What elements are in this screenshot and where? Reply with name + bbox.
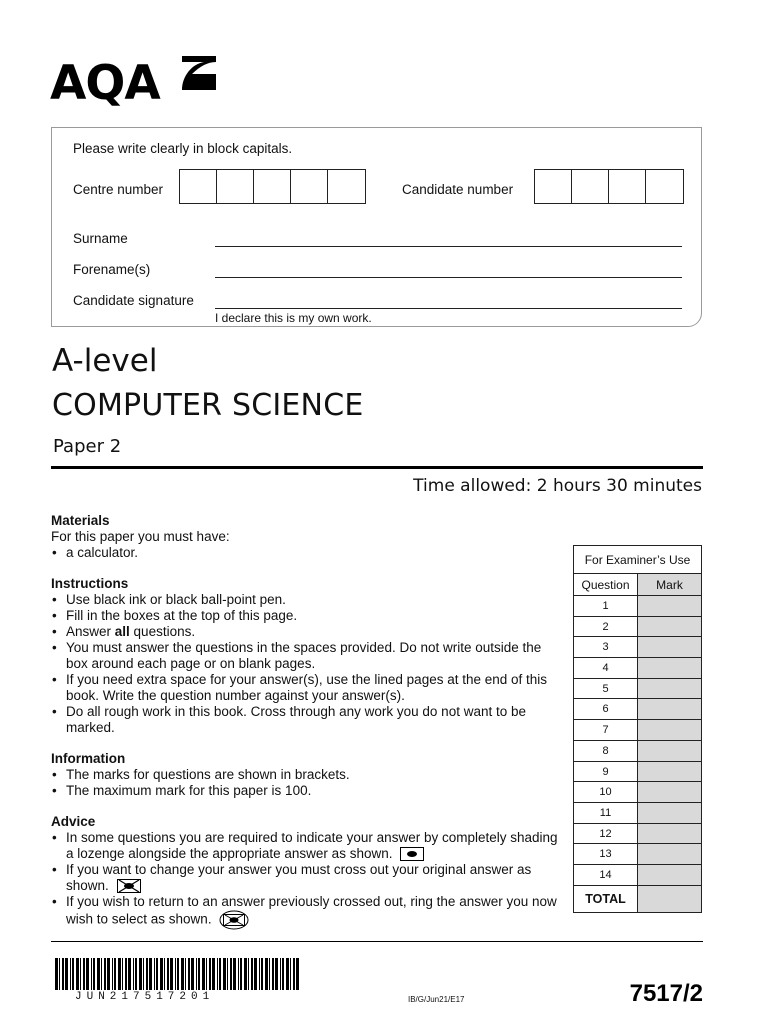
- barcode-digits: JUN217517201: [75, 991, 215, 1003]
- examiner-use-table: [573, 545, 702, 913]
- paper-number: Paper 2: [53, 436, 122, 457]
- candidate-digit-box[interactable]: [535, 170, 572, 203]
- logo-text: AQA: [50, 56, 160, 111]
- centre-digit-box[interactable]: [217, 170, 254, 203]
- advice-list: [51, 830, 561, 930]
- subject-title: COMPUTER SCIENCE: [52, 388, 364, 423]
- mark-cell: [638, 658, 701, 678]
- mark-cell: [638, 782, 701, 802]
- advice-text: If you wish to return to an answer previously crossed out, ring the answer you now wish to select as shown.: [66, 894, 557, 927]
- crossed-lozenge-icon: [117, 879, 141, 893]
- signature-label: Candidate signature: [73, 293, 194, 308]
- list-item: • Do all rough work in this book. Cross through any work you do not want to be marked.: [51, 704, 561, 736]
- question-number: 12: [574, 824, 638, 844]
- question-number: 5: [574, 679, 638, 699]
- table-row: [574, 803, 701, 824]
- declaration-text: I declare this is my own work.: [215, 311, 372, 325]
- candidate-number-label: Candidate number: [402, 182, 514, 197]
- surname-field[interactable]: [215, 246, 682, 247]
- materials-list: [51, 545, 561, 561]
- table-row: [574, 699, 701, 720]
- table-row: [574, 679, 701, 700]
- mark-cell: [638, 679, 701, 699]
- list-item: • Answer all questions.: [51, 624, 561, 640]
- time-allowed: Time allowed: 2 hours 30 minutes: [413, 476, 702, 496]
- candidate-details-box: [51, 127, 702, 327]
- list-item: [51, 830, 561, 862]
- examiner-table-header-row: [574, 574, 701, 596]
- information-heading: Information: [51, 751, 126, 766]
- examiner-table-heading: For Examiner’s Use: [574, 546, 701, 574]
- ringed-lozenge-icon: [219, 910, 249, 930]
- question-number: 4: [574, 658, 638, 678]
- centre-digit-box[interactable]: [254, 170, 291, 203]
- paper-code: 7517/2: [629, 980, 703, 1007]
- total-mark-cell: [638, 886, 701, 912]
- logo-mark-icon: [178, 54, 218, 92]
- mark-cell: [638, 762, 701, 782]
- question-number: 13: [574, 844, 638, 864]
- forenames-label: Forename(s): [73, 262, 151, 277]
- total-row: [574, 886, 701, 912]
- mark-cell: [638, 596, 701, 616]
- instructions-heading: Instructions: [51, 576, 129, 591]
- question-number: 3: [574, 637, 638, 657]
- question-number: 11: [574, 803, 638, 823]
- question-number: 9: [574, 762, 638, 782]
- advice-heading: Advice: [51, 814, 96, 829]
- mark-cell: [638, 699, 701, 719]
- list-item: • You must answer the questions in the spaces provided. Do not write outside the box around each page or on blank pages.: [51, 640, 561, 672]
- table-row: [574, 844, 701, 865]
- question-number: 14: [574, 865, 638, 885]
- list-item: • If you need extra space for your answer(s), use the lined pages at the end of this book. Write the question number against your answer(s).: [51, 672, 561, 704]
- candidate-digit-box[interactable]: [572, 170, 609, 203]
- barcode-icon: [55, 958, 299, 990]
- list-item: • a calculator.: [51, 545, 561, 561]
- block-capitals-instruction: Please write clearly in block capitals.: [73, 141, 293, 156]
- instructions-column: [51, 513, 561, 930]
- document-reference: IB/G/Jun21/E17: [408, 995, 465, 1004]
- table-row: [574, 741, 701, 762]
- total-label: TOTAL: [574, 886, 638, 912]
- mark-column-header: Mark: [638, 574, 701, 595]
- surname-label: Surname: [73, 231, 128, 246]
- question-number: 6: [574, 699, 638, 719]
- table-row: [574, 762, 701, 783]
- aqa-logo: [50, 54, 220, 110]
- footer-divider: [51, 941, 703, 942]
- centre-digit-box[interactable]: [328, 170, 365, 203]
- advice-text: In some questions you are required to indicate your answer by completely shading a lozenge alongside the appropriate answer as shown.: [66, 830, 558, 861]
- table-row: [574, 865, 701, 886]
- centre-number-field[interactable]: [179, 169, 366, 204]
- title-divider: [51, 466, 703, 469]
- list-item: [51, 862, 561, 894]
- mark-cell: [638, 617, 701, 637]
- mark-cell: [638, 720, 701, 740]
- list-item: [51, 894, 561, 930]
- list-item: • The marks for questions are shown in brackets.: [51, 767, 561, 783]
- mark-cell: [638, 844, 701, 864]
- centre-digit-box[interactable]: [291, 170, 328, 203]
- candidate-number-field[interactable]: [534, 169, 684, 204]
- mark-cell: [638, 803, 701, 823]
- candidate-digit-box[interactable]: [646, 170, 683, 203]
- question-number: 2: [574, 617, 638, 637]
- list-item: • Fill in the boxes at the top of this page.: [51, 608, 561, 624]
- qualification-level: A-level: [52, 343, 158, 379]
- shaded-lozenge-icon: [400, 847, 424, 861]
- table-row: [574, 658, 701, 679]
- mark-cell: [638, 865, 701, 885]
- signature-field[interactable]: [215, 308, 682, 309]
- question-number: 7: [574, 720, 638, 740]
- instructions-list: [51, 592, 561, 736]
- forenames-field[interactable]: [215, 277, 682, 278]
- mark-cell: [638, 637, 701, 657]
- mark-cell: [638, 824, 701, 844]
- information-list: [51, 767, 561, 799]
- materials-heading: Materials: [51, 513, 110, 528]
- table-row: [574, 596, 701, 617]
- table-row: [574, 824, 701, 845]
- advice-text: If you want to change your answer you must cross out your original answer as shown.: [66, 862, 532, 893]
- candidate-digit-box[interactable]: [609, 170, 646, 203]
- question-column-header: Question: [574, 574, 638, 595]
- list-item: • The maximum mark for this paper is 100.: [51, 783, 561, 799]
- centre-digit-box[interactable]: [180, 170, 217, 203]
- question-number: 1: [574, 596, 638, 616]
- question-number: 8: [574, 741, 638, 761]
- question-number: 10: [574, 782, 638, 802]
- mark-cell: [638, 741, 701, 761]
- materials-intro: For this paper you must have:: [51, 529, 230, 544]
- table-row: [574, 617, 701, 638]
- centre-number-label: Centre number: [73, 182, 164, 197]
- table-row: [574, 782, 701, 803]
- table-row: [574, 637, 701, 658]
- table-row: [574, 720, 701, 741]
- list-item: • Use black ink or black ball-point pen.: [51, 592, 561, 608]
